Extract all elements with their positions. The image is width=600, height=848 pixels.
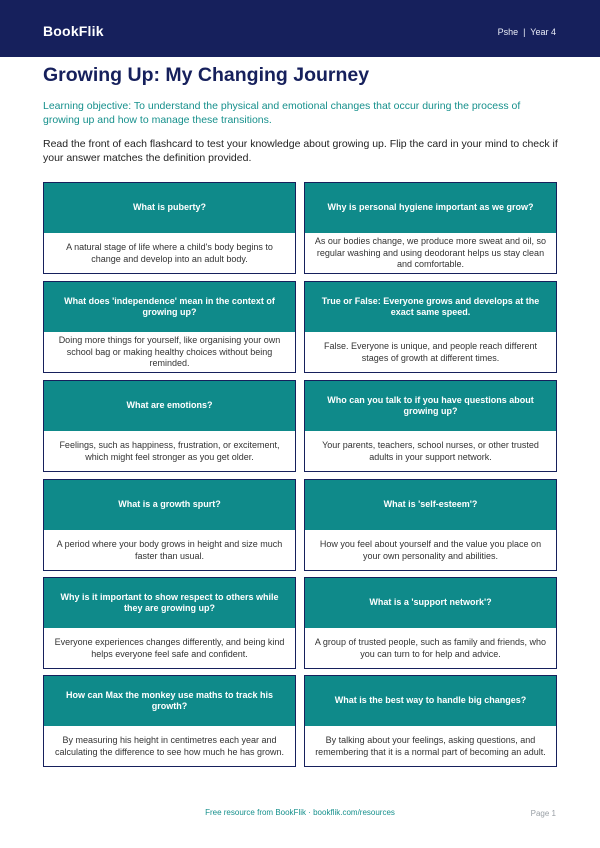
page-title: Growing Up: My Changing Journey <box>43 64 370 86</box>
flashcard-question: What are emotions? <box>44 381 295 431</box>
instructions: Read the front of each flashcard to test your knowledge about growing up. Flip the card in your mind to check if your answer matches the definition provided. <box>43 138 558 164</box>
flashcard-answer: A natural stage of life where a child's body begins to change and develop into an adult body. <box>66 242 273 264</box>
flashcard-answer: By measuring his height in centimetres each year and calculating the difference to see how much he has grown. <box>55 735 284 757</box>
flashcard-question: True or False: Everyone grows and develops at the exact same speed. <box>305 282 556 332</box>
flashcard-answer: By talking about your feelings, asking questions, and remembering that it is a normal part of becoming an adult. <box>315 735 546 757</box>
flashcard[interactable] <box>304 380 557 472</box>
flashcard-question: Why is it important to show respect to others while they are growing up? <box>44 578 295 628</box>
flashcard-answer: As our bodies change, we produce more sweat and oil, so regular washing and using deodorant helps us stay clean and comfortable. <box>314 236 547 270</box>
flashcard-answer: Everyone experiences changes differently, and being kind helps everyone feel safe and confident. <box>54 637 285 659</box>
flashcard[interactable] <box>43 577 296 669</box>
flashcard-question: What is 'self-esteem'? <box>305 480 556 530</box>
flashcard-answer: A period where your body grows in height and size much faster than usual. <box>56 539 283 561</box>
flashcard[interactable] <box>304 479 557 571</box>
flashcard-answer: False. Everyone is unique, and people reach different stages of growth at different times. <box>324 341 537 363</box>
footer-link[interactable]: Free resource from BookFlik · bookflik.com/resources <box>205 808 395 817</box>
brand-logo[interactable]: BookFlik <box>43 23 104 39</box>
flashcard-answer: A group of trusted people, such as family and friends, who you can turn to for help and advice. <box>314 637 547 659</box>
flashcard-answer: How you feel about yourself and the value you place on your own personality and abilities. <box>319 539 542 561</box>
flashcard[interactable] <box>43 182 296 274</box>
flashcard[interactable] <box>43 479 296 571</box>
flashcard-question: What is a 'support network'? <box>305 578 556 628</box>
flashcard-answer: Feelings, such as happiness, frustration, or excitement, which might feel stronger as you get older. <box>59 440 280 462</box>
flashcard-question: What does 'independence' mean in the context of growing up? <box>44 282 295 332</box>
flashcard[interactable] <box>304 577 557 669</box>
flashcard[interactable] <box>304 675 557 767</box>
flashcard[interactable] <box>43 281 296 373</box>
page-number: Page 1 <box>530 809 556 818</box>
flashcard[interactable] <box>304 281 557 373</box>
flashcard[interactable] <box>43 380 296 472</box>
flashcard-question: What is a growth spurt? <box>44 480 295 530</box>
flashcard-question: What is the best way to handle big changes? <box>305 676 556 726</box>
flashcard-answer: Doing more things for yourself, like organising your own school bag or making healthy choices without being reminded. <box>58 335 281 369</box>
flashcard-answer: Your parents, teachers, school nurses, or other trusted adults in your support network. <box>322 440 539 462</box>
flashcard-question: Why is personal hygiene important as we grow? <box>305 183 556 233</box>
subject-year-label: Pshe | Year 4 <box>497 27 556 37</box>
flashcard[interactable] <box>43 675 296 767</box>
page-header <box>0 0 600 57</box>
flashcard-question: How can Max the monkey use maths to track his growth? <box>44 676 295 726</box>
flashcard[interactable] <box>304 182 557 274</box>
flashcard-question: Who can you talk to if you have questions about growing up? <box>305 381 556 431</box>
flashcard-question: What is puberty? <box>44 183 295 233</box>
learning-objective: Learning objective: To understand the physical and emotional changes that occur during the process of growing up and how to manage these transitions. <box>43 100 521 126</box>
